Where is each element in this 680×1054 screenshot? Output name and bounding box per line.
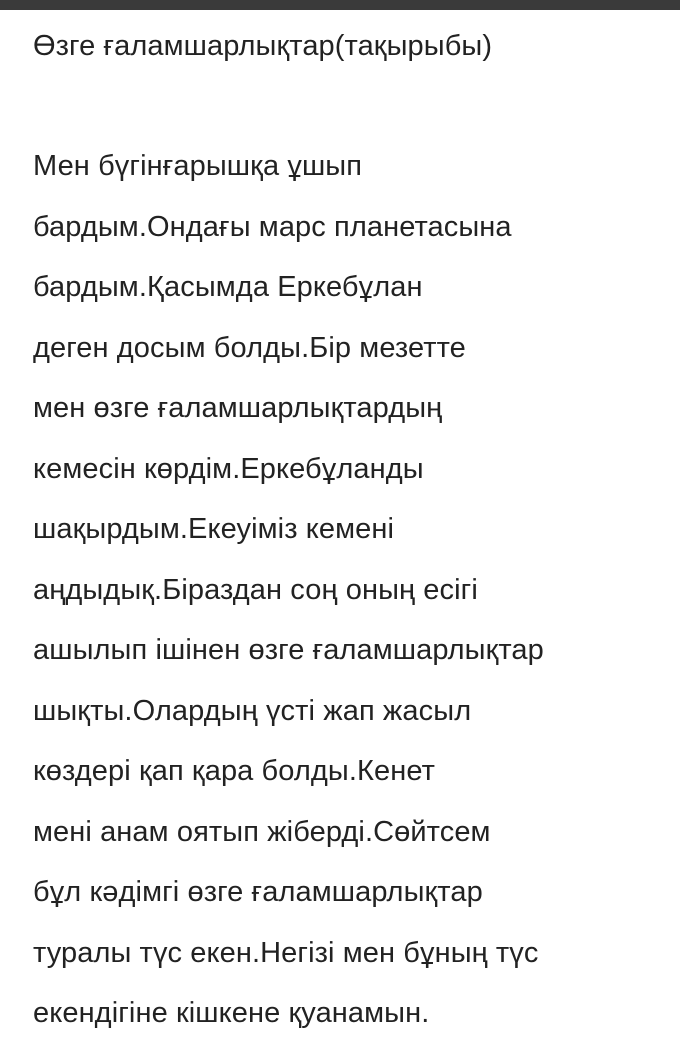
text-line-5: мен өзге ғаламшарлықтардың bbox=[33, 392, 443, 424]
document-body bbox=[33, 26, 673, 1054]
text-line-6: кемесін көрдім.Еркебұланды bbox=[33, 452, 424, 485]
document-title: Өзге ғаламшарлықтар(тақырыбы) bbox=[33, 30, 493, 62]
text-line-14: туралы түс екен.Негізі мен бұның түс bbox=[33, 936, 539, 969]
text-line-9: ашылып ішінен өзге ғаламшарлықтар bbox=[33, 634, 544, 666]
text-line-1: Мен бүгінғарышқа ұшып bbox=[33, 150, 363, 182]
text-line-8: аңдыдық.Біраздан соң оның есігі bbox=[33, 573, 478, 606]
text-line-12: мені анам оятып жіберді.Сөйтсем bbox=[33, 815, 491, 848]
text-line-10: шықты.Олардың үсті жап жасыл bbox=[33, 694, 472, 727]
text-line-2: бардым.Ондағы марс планетасына bbox=[33, 210, 512, 243]
text-line-3: бардым.Қасымда Еркебұлан bbox=[33, 271, 423, 303]
text-line-13: бұл кәдімгі өзге ғаламшарлықтар bbox=[33, 876, 483, 908]
top-edge-bar bbox=[0, 0, 680, 10]
text-line-11: көздері қап қара болды.Кенет bbox=[33, 755, 435, 787]
text-line-7: шақырдым.Екеуіміз кемені bbox=[33, 513, 395, 545]
text-line-4: деген досым болды.Бір мезетте bbox=[33, 331, 466, 364]
text-line-15: екендігіне кішкене қуанамын. bbox=[33, 997, 430, 1029]
blank-line-gap bbox=[33, 66, 673, 146]
